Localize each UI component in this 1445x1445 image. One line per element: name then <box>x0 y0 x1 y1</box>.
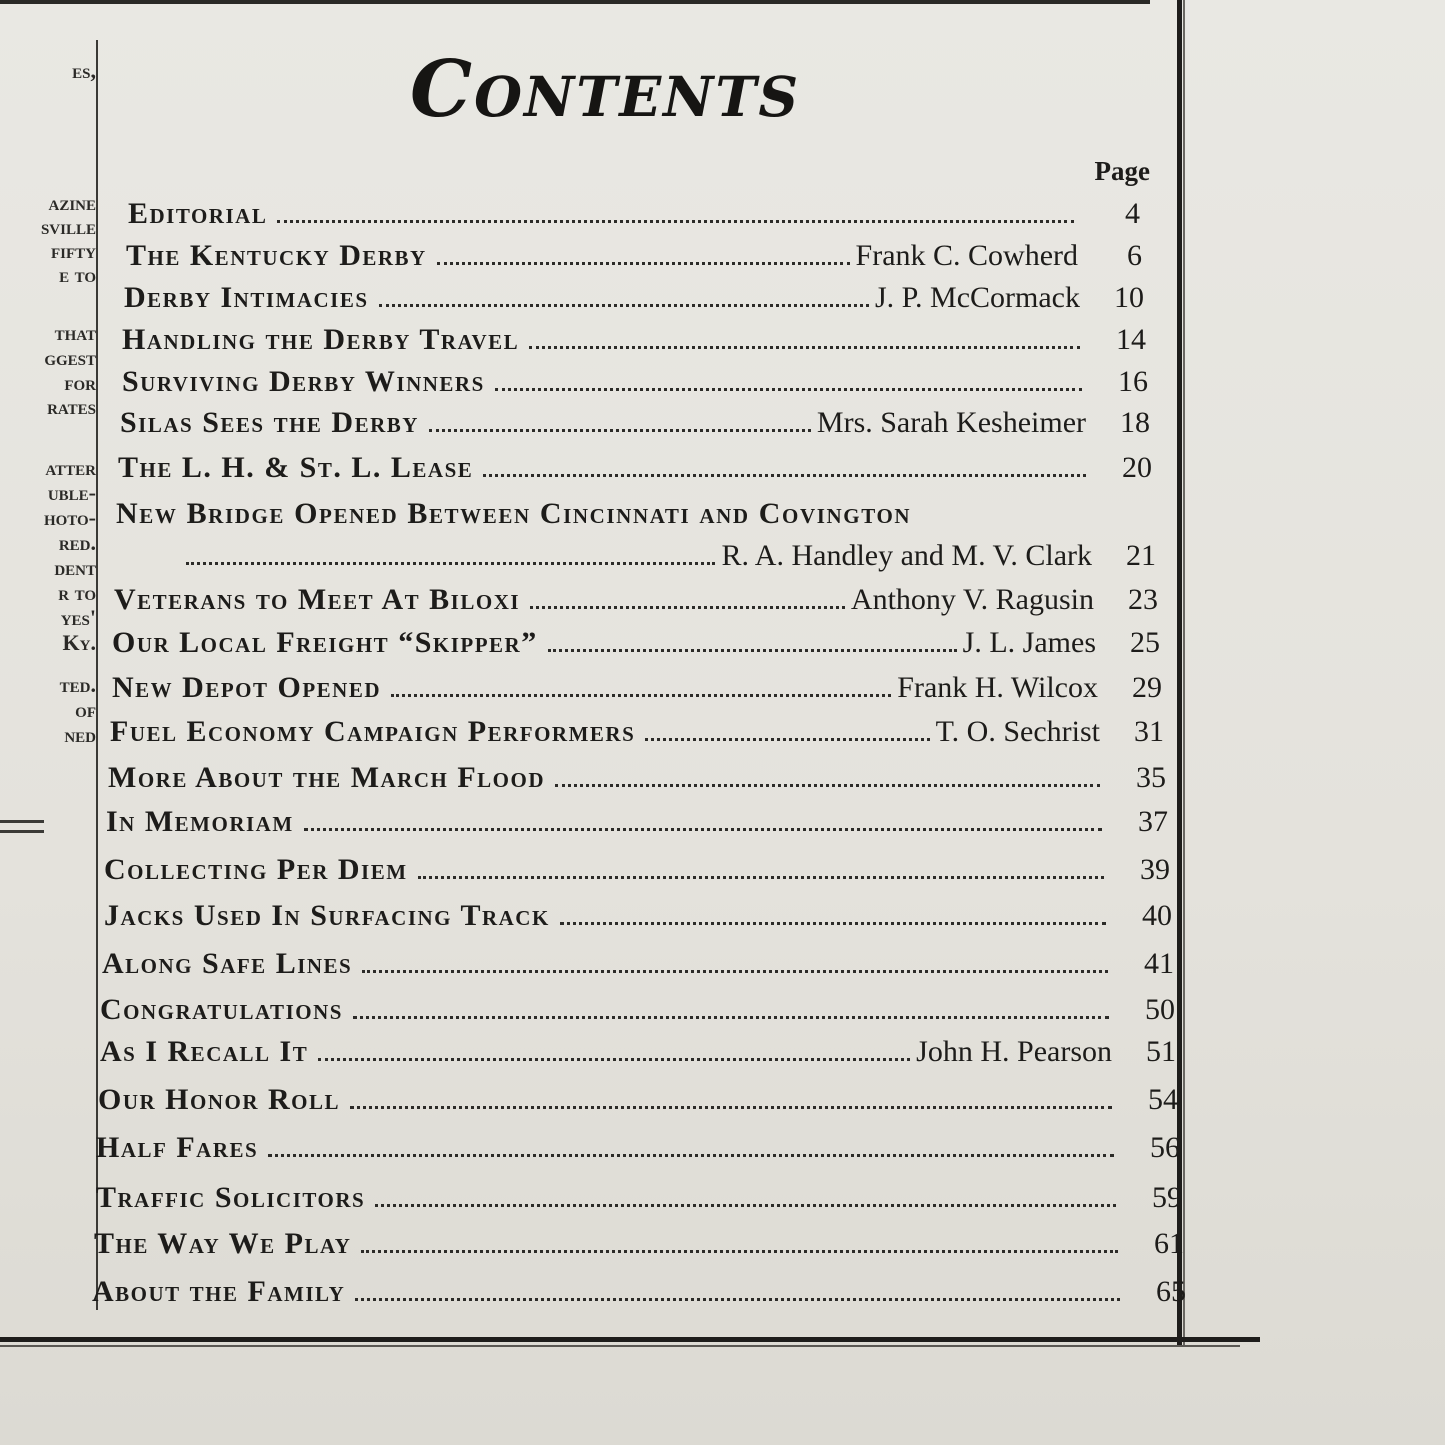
toc-dot-leader <box>495 388 1082 391</box>
frame-bottom-thin <box>0 1345 1240 1347</box>
toc-entry-title: Half Fares <box>96 1131 259 1164</box>
left-column-rule <box>0 830 44 833</box>
left-column-line: ned <box>64 722 96 747</box>
toc-entry-title: Our Local Freight “Skipper” <box>112 626 538 659</box>
left-column-rule <box>0 820 44 823</box>
toc-entry-title: Fuel Economy Campaign Performers <box>110 715 636 748</box>
left-column-line: ggest <box>44 345 96 370</box>
left-column-line: es, <box>72 58 96 83</box>
toc-entry <box>122 364 1148 400</box>
toc-entry-title: As I Recall It <box>100 1035 309 1068</box>
toc-dot-leader <box>304 828 1102 831</box>
toc-entry-author: J. P. McCormack <box>875 281 1080 314</box>
toc-dot-leader <box>645 738 929 741</box>
toc-entry-page: 29 <box>1132 671 1162 704</box>
toc-entry-page: 51 <box>1146 1035 1176 1068</box>
toc-entry-page: 25 <box>1130 626 1160 659</box>
toc-dot-leader <box>361 1250 1118 1253</box>
toc-entry-page: 35 <box>1136 761 1166 794</box>
toc-entry-title: Handling the Derby Travel <box>122 323 520 356</box>
toc-entry <box>106 804 1168 840</box>
toc-entry-page: 59 <box>1152 1181 1182 1214</box>
toc-entry <box>116 496 1086 532</box>
contents-title: Contents <box>410 44 801 135</box>
toc-entry-author: John H. Pearson <box>916 1035 1112 1068</box>
left-column-line: r to <box>58 580 96 605</box>
left-column-line: e to <box>59 262 96 287</box>
toc-dot-leader <box>379 304 869 307</box>
toc-entry-author: Anthony V. Ragusin <box>850 583 1094 616</box>
toc-dot-leader <box>355 1298 1120 1301</box>
toc-entry-page: 65 <box>1156 1275 1186 1308</box>
left-column-fragment <box>0 20 96 1320</box>
toc-entry <box>114 582 1158 618</box>
toc-entry-page: 16 <box>1118 365 1148 398</box>
toc-entry <box>122 322 1146 358</box>
toc-entry-title: Congratulations <box>100 993 343 1026</box>
toc-dot-leader <box>362 970 1108 973</box>
toc-entry-title: Surviving Derby Winners <box>122 365 485 398</box>
toc-entry <box>104 898 1172 934</box>
toc-entry-page: 14 <box>1116 323 1146 356</box>
toc-entry-title: New Depot Opened <box>112 671 382 704</box>
toc-entry <box>100 992 1175 1028</box>
toc-entry <box>108 760 1166 796</box>
toc-dot-leader <box>418 876 1104 879</box>
toc-entry-page: 39 <box>1140 853 1170 886</box>
toc-entry-title: Jacks Used In Surfacing Track <box>104 899 550 932</box>
toc-entry-page: 41 <box>1144 947 1174 980</box>
toc-entry <box>124 280 1144 316</box>
toc-dot-leader <box>277 220 1074 223</box>
toc-entry-page: 10 <box>1114 281 1144 314</box>
toc-dot-leader <box>560 922 1106 925</box>
toc-dot-leader <box>375 1204 1116 1207</box>
toc-entry-page: 23 <box>1128 583 1158 616</box>
toc-entry-title: New Bridge Opened Between Cincinnati and Covington <box>116 497 912 530</box>
toc-entry-page: 4 <box>1125 197 1140 230</box>
left-column-line: fifty <box>51 238 96 263</box>
left-column-line: ted. <box>59 672 96 697</box>
show-through-text <box>1205 20 1440 1420</box>
toc-entry-page: 50 <box>1145 993 1175 1026</box>
toc-entry-page: 6 <box>1127 239 1142 272</box>
toc-dot-leader <box>483 474 1086 477</box>
toc-entry <box>112 625 1160 661</box>
toc-entry <box>120 405 1150 441</box>
top-rule <box>0 0 1150 4</box>
toc-entry <box>92 1274 1186 1310</box>
toc-entry-title: Along Safe Lines <box>102 947 353 980</box>
toc-entry-page: 61 <box>1154 1227 1184 1260</box>
toc-entry <box>100 1034 1176 1070</box>
left-column-line: hoto- <box>43 505 96 530</box>
toc-entry <box>112 670 1162 706</box>
toc-entry <box>104 852 1170 888</box>
toc-entry-page: 56 <box>1150 1131 1180 1164</box>
toc-entry-page: 37 <box>1138 805 1168 838</box>
toc-entry <box>102 946 1174 982</box>
toc-dot-leader <box>437 262 850 265</box>
toc-dot-leader <box>529 346 1080 349</box>
left-column-line: azine <box>48 190 96 215</box>
toc-entry <box>126 238 1142 274</box>
toc-entry-page: 20 <box>1122 451 1152 484</box>
toc-dot-leader <box>353 1016 1109 1019</box>
toc-entry-title: Traffic Solicitors <box>96 1181 366 1214</box>
toc-entry-title: The Way We Play <box>94 1227 352 1260</box>
toc-dot-leader <box>318 1058 910 1061</box>
toc-entry-page: 40 <box>1142 899 1172 932</box>
frame-right-thin <box>1183 0 1185 1345</box>
toc-entry-page: 18 <box>1120 406 1150 439</box>
toc-dot-leader <box>555 784 1100 787</box>
left-column-line: for <box>64 370 96 395</box>
left-column-line: yes' <box>60 605 96 630</box>
toc-dot-leader <box>391 694 891 697</box>
toc-entry <box>94 1226 1184 1262</box>
left-column-line: rates <box>47 394 96 419</box>
left-column-line: atter <box>45 455 96 480</box>
toc-entry-title: Our Honor Roll <box>98 1083 341 1116</box>
toc-dot-leader <box>186 562 715 565</box>
toc-entry-title: Editorial <box>128 197 268 230</box>
toc-entry-author: Frank H. Wilcox <box>897 671 1098 704</box>
toc-entry <box>110 714 1164 750</box>
toc-dot-leader <box>530 606 845 609</box>
toc-entry <box>98 1082 1178 1118</box>
left-column-line: of <box>75 697 96 722</box>
toc-entry-title: Collecting Per Diem <box>104 853 408 886</box>
left-column-line: sville <box>40 214 96 239</box>
toc-entry <box>118 450 1152 486</box>
toc-dot-leader <box>548 649 957 652</box>
toc-entry-page: 21 <box>1126 539 1156 572</box>
toc-entry-title: About the Family <box>92 1275 346 1308</box>
toc-entry-title: The Kentucky Derby <box>126 239 427 272</box>
toc-entry-page: 54 <box>1148 1083 1178 1116</box>
toc-entry-title: In Memoriam <box>106 805 294 838</box>
left-column-line: that <box>54 320 96 345</box>
toc-entry <box>96 1130 1180 1166</box>
toc-entry <box>128 196 1140 232</box>
toc-entry-title: Derby Intimacies <box>124 281 369 314</box>
toc-entry-author: J. L. James <box>962 626 1096 659</box>
frame-bottom-thick <box>0 1337 1260 1342</box>
left-column-line: uble- <box>47 480 96 505</box>
page-column-heading: Page <box>1094 156 1150 186</box>
toc-dot-leader <box>429 429 811 432</box>
left-column-line: Ky. <box>62 630 96 655</box>
left-column-line: dent <box>54 555 96 580</box>
toc-entry <box>96 1180 1182 1216</box>
toc-entry-title: Silas Sees the Derby <box>120 406 419 439</box>
left-column-line: red. <box>58 530 96 555</box>
toc-dot-leader <box>268 1154 1114 1157</box>
toc-entry <box>186 538 1156 574</box>
toc-entry-title: More About the March Flood <box>108 761 546 794</box>
toc-entry-page: 31 <box>1134 715 1164 748</box>
toc-entry-title: Veterans to Meet At Biloxi <box>114 583 521 616</box>
toc-entry-author: R. A. Handley and M. V. Clark <box>721 539 1092 572</box>
toc-entry-author: Mrs. Sarah Kesheimer <box>816 406 1086 439</box>
toc-entry-author: Frank C. Cowherd <box>855 239 1078 272</box>
toc-entry-title: The L. H. & St. L. Lease <box>118 451 474 484</box>
column-divider <box>96 40 98 1310</box>
toc-entry-author: T. O. Sechrist <box>935 715 1100 748</box>
toc-dot-leader <box>350 1106 1112 1109</box>
